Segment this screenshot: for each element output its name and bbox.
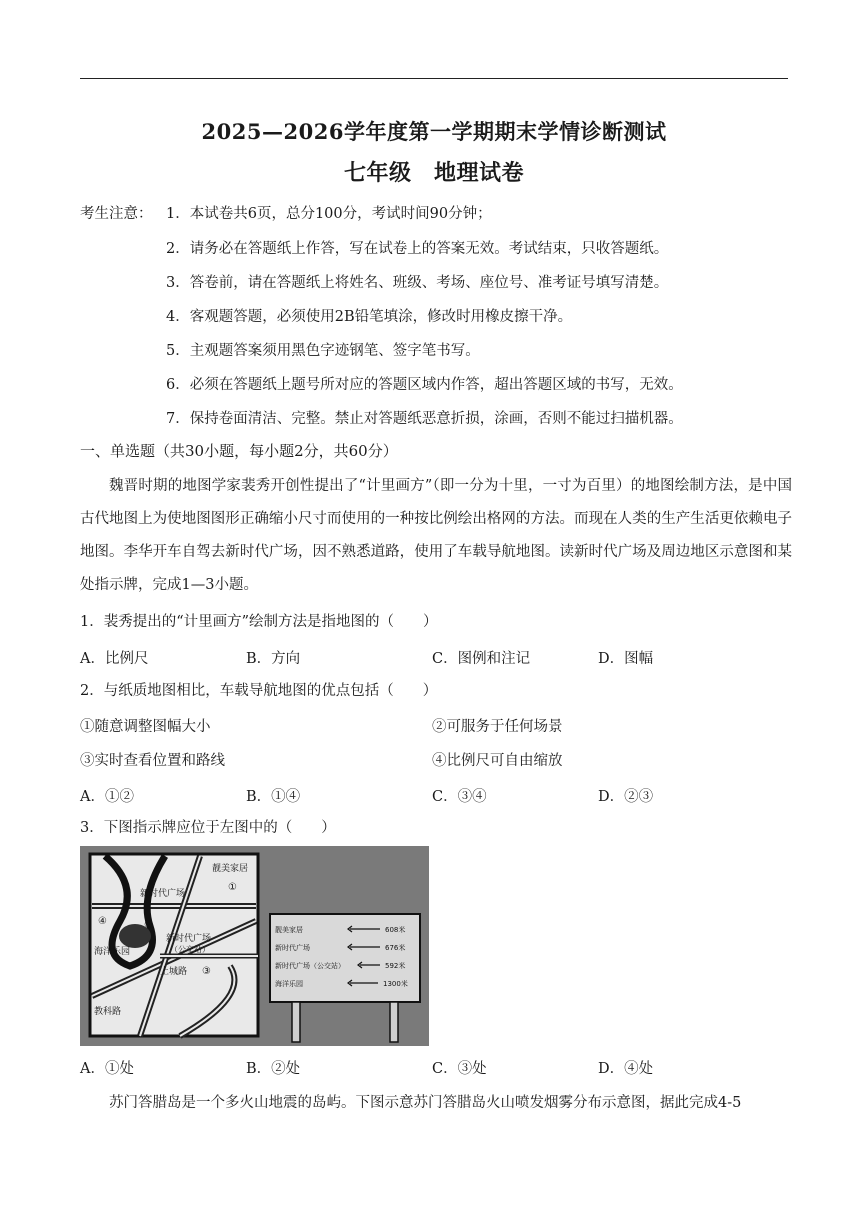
- next-passage-text: 苏门答腊岛是一个多火山地震的岛屿。下图示意苏门答腊岛火山喷发烟雾分布示意图，据此完成4-5: [109, 1095, 742, 1111]
- notice-item-2: 2．请务必在答题纸上作答，写在试卷上的答案无效。考试结束，只收答题纸。: [166, 241, 669, 257]
- notice-label: 考生注意：: [80, 206, 153, 222]
- map-and-sign-figure: [80, 846, 429, 1046]
- q2-statement-1: ①随意调整图幅大小: [80, 719, 211, 735]
- passage-text: 魏晋时期的地图学家裴秀开创性提出了“计里画方”（即一分为十里，一寸为百里）的地图绘制方法，是中国古代地图上为使地图图形正确缩小尺寸而使用的一种按比例绘出格网的方法。而现在人类的生产生活更依赖电子地图。李华开车自驾去新时代广场，因不熟悉道路，使用了车载导航地图。读新时代广场及周边地区示意图和某处指示牌，完成1—3小题。: [80, 478, 792, 593]
- q3-option-a[interactable]: A．①处: [80, 1061, 134, 1077]
- q2-statement-4: ④比例尺可自由缩放: [432, 753, 563, 769]
- section-heading: 一、单选题（共30小题，每小题2分，共60分）: [80, 442, 398, 460]
- map-label-shangcheng-road: 上城路: [160, 967, 188, 977]
- sign-row-3-distance: 592米: [385, 962, 406, 970]
- q1-option-c[interactable]: C．图例和注记: [432, 651, 531, 667]
- notice-item-1: 1．本试卷共6页，总分100分，考试时间90分钟；: [166, 206, 492, 222]
- map-label-jiaoke-road: 教科路: [94, 1007, 122, 1017]
- sign-row-1-distance: 608米: [385, 926, 406, 934]
- q1-option-a[interactable]: A．比例尺: [80, 651, 149, 667]
- map-figure-svg: [80, 846, 429, 1046]
- notice-item-3: 3．答卷前，请在答题纸上将姓名、班级、考场、座位号、准考证号填写清楚。: [166, 275, 669, 291]
- sign-row-3-place: 新时代广场（公交站）: [275, 962, 345, 970]
- q3-option-c[interactable]: C．③处: [432, 1061, 487, 1077]
- question-1-stem: 1．裴秀提出的“计里画方”绘制方法是指地图的（ ）: [80, 614, 438, 630]
- q1-option-b[interactable]: B．方向: [246, 651, 301, 667]
- sign-row-4-place: 海洋乐园: [275, 980, 303, 988]
- q2-option-a[interactable]: A．①②: [80, 789, 134, 805]
- notice-item-6: 6．必须在答题纸上题号所对应的答题区域内作答，超出答题区域的书写，无效。: [166, 377, 683, 393]
- sign-row-4-distance: 1300米: [383, 980, 408, 988]
- question-2-stem: 2．与纸质地图相比，车载导航地图的优点包括（ ）: [80, 683, 438, 699]
- q2-option-c[interactable]: C．③④: [432, 789, 487, 805]
- map-marker-4: ④: [98, 916, 107, 927]
- q2-statement-3: ③实时查看位置和路线: [80, 753, 225, 769]
- map-label-plaza-bus: 新时代广场: [166, 934, 212, 944]
- q2-statement-2: ②可服务于任何场景: [432, 719, 563, 735]
- map-label-furniture: 靓美家居: [212, 864, 249, 874]
- notice-item-4: 4．客观题答题，必须使用2B铅笔填涂，修改时用橡皮擦干净。: [166, 309, 573, 325]
- sign-row-2-distance: 676米: [385, 944, 406, 952]
- map-label-ocean-park: 海洋乐园: [94, 947, 131, 957]
- q1-option-d[interactable]: D．图幅: [598, 651, 654, 667]
- q2-option-b[interactable]: B．①④: [246, 789, 301, 805]
- exam-subtitle: 七年级 地理试卷: [343, 160, 524, 186]
- map-marker-3: ③: [202, 966, 211, 977]
- q3-option-d[interactable]: D．④处: [598, 1061, 654, 1077]
- sign-row-2-place: 新时代广场: [275, 944, 310, 952]
- map-label-plaza: 新时代广场: [140, 889, 186, 899]
- q3-option-b[interactable]: B．②处: [246, 1061, 301, 1077]
- exam-title: 2025—2026学年度第一学期期末学情诊断测试: [201, 119, 667, 144]
- question-3-stem: 3．下图指示牌应位于左图中的（ ）: [80, 820, 336, 836]
- sign-row-1-place: 靓美家居: [275, 926, 303, 934]
- header-rule: [80, 78, 788, 79]
- map-label-bus-stop: （公交站）: [170, 945, 210, 954]
- notice-item-7: 7．保持卷面清洁、完整。禁止对答题纸恶意折损，涂画，否则不能过扫描机器。: [166, 411, 683, 427]
- q2-option-d[interactable]: D．②③: [598, 789, 654, 805]
- notice-item-5: 5．主观题答案须用黑色字迹钢笔、签字笔书写。: [166, 343, 480, 359]
- map-marker-2: ②: [144, 920, 153, 931]
- map-marker-1: ①: [228, 882, 237, 893]
